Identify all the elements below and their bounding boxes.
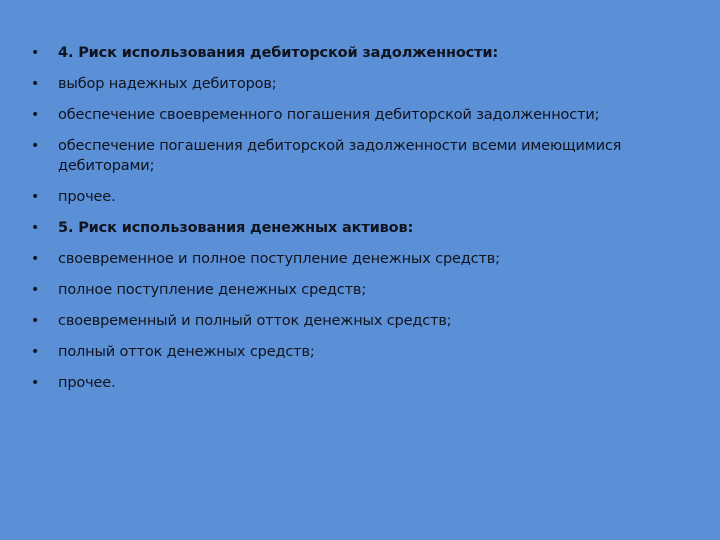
bullet-dot-icon: •: [31, 375, 40, 391]
bullet-item: [31, 136, 691, 176]
bullet-dot-icon: •: [31, 138, 40, 154]
bullet-dot-icon: •: [31, 220, 40, 236]
bullet-item: [31, 74, 691, 94]
bullet-dot-icon: •: [31, 107, 40, 123]
bullet-text: полное поступление денежных средств;: [58, 282, 367, 298]
bullet-item: [31, 311, 691, 331]
bullet-item: [31, 342, 691, 362]
bullet-dot-icon: •: [31, 251, 40, 267]
bullet-dot-icon: •: [31, 313, 40, 329]
bullet-text: обеспечение погашения дебиторской задолженности всеми имеющимися дебиторами;: [58, 138, 622, 174]
bullet-dot-icon: •: [31, 76, 40, 92]
bullet-item: [31, 280, 691, 300]
bullet-dot-icon: •: [31, 45, 40, 61]
bullet-text: прочее.: [58, 375, 116, 391]
bullet-text: прочее.: [58, 189, 116, 205]
bullet-item: [31, 105, 691, 125]
bullet-list: [31, 43, 691, 404]
bullet-text: обеспечение своевременного погашения дебиторской задолженности;: [58, 107, 600, 123]
bullet-dot-icon: •: [31, 282, 40, 298]
bullet-item: [31, 249, 691, 269]
bullet-text: 5. Риск использования денежных активов:: [58, 220, 414, 236]
section-heading-item: [31, 43, 691, 63]
bullet-item: [31, 187, 691, 207]
bullet-text: полный отток денежных средств;: [58, 344, 315, 360]
bullet-item: [31, 373, 691, 393]
section-heading-item: [31, 218, 691, 238]
bullet-dot-icon: •: [31, 344, 40, 360]
bullet-dot-icon: •: [31, 189, 40, 205]
bullet-text: своевременный и полный отток денежных средств;: [58, 313, 452, 329]
bullet-text: своевременное и полное поступление денежных средств;: [58, 251, 500, 267]
bullet-text: 4. Риск использования дебиторской задолженности:: [58, 45, 499, 61]
bullet-text: выбор надежных дебиторов;: [58, 76, 277, 92]
